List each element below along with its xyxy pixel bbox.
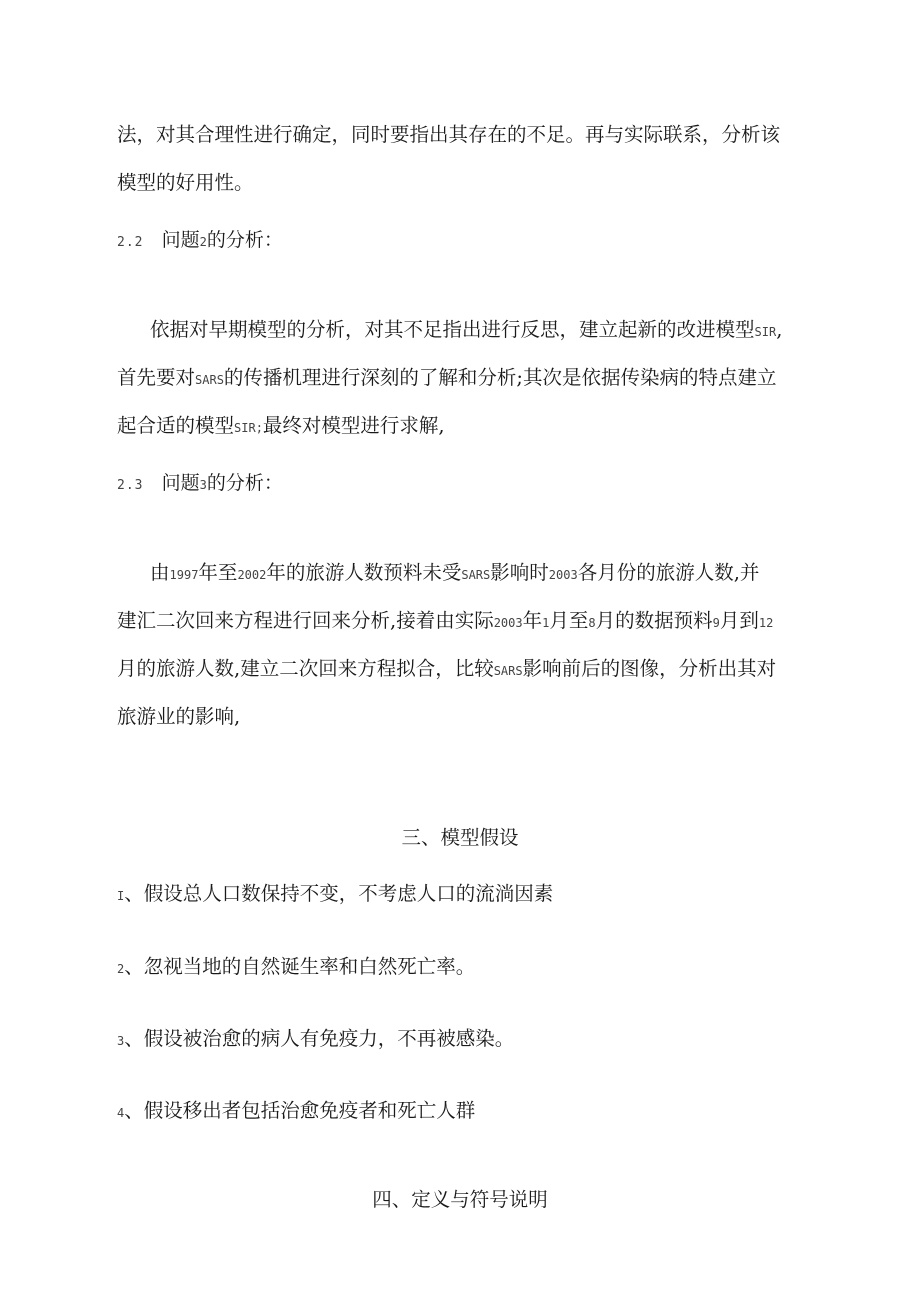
subsection-title-suffix: 的分析： [206, 229, 283, 251]
subsection-heading-2-3 [117, 474, 283, 493]
assumption-item [117, 957, 475, 977]
year: 2003 [493, 616, 523, 630]
month-number: 9 [712, 616, 720, 630]
text-run: 影响前后的图像，分析出其对 [522, 657, 777, 680]
assumption-text: 、假设移出者包括治愈免疫者和死亡人群 [124, 1099, 476, 1122]
text-run: 各月份的旅游人数,并 [577, 561, 760, 584]
month-number: 1 [542, 616, 550, 630]
section-title: 四、定义与符号说明 [372, 1188, 548, 1211]
text-run: 最终对模型进行求解, [262, 414, 445, 437]
assumption-number: I [117, 889, 125, 903]
assumption-number: 2 [117, 962, 125, 976]
text-run: 月至 [549, 609, 589, 632]
section-title: 三、模型假设 [401, 826, 519, 849]
year: 2003 [548, 568, 578, 582]
text-run: 年的旅游人数预料未受 [266, 561, 462, 584]
assumption-number: 3 [117, 1034, 125, 1048]
assumption-item [117, 1029, 514, 1049]
text-run: 的传播机理进行深刻的了解和分析;其次是依据传染病的特点建立 [223, 366, 777, 389]
subsection-title-suffix: 的分析： [206, 472, 283, 494]
text-run: 月的旅游人数,建立二次回来方程拟合，比较 [117, 657, 494, 680]
text-run: 月的数据预料 [595, 609, 713, 632]
paragraph-line: 法，对其合理性进行确定，同时要指出其存在的不足。再与实际联系，分析该 [117, 123, 781, 146]
subsection-title: 问题 [161, 472, 200, 494]
subsection-title-number: 2 [199, 235, 207, 249]
text-run: , [776, 318, 783, 341]
assumption-item [117, 884, 553, 904]
year: 1997 [169, 568, 199, 582]
paragraph-line: 旅游业的影响, [117, 705, 241, 728]
paragraph-line [150, 563, 759, 583]
disease-name: SARS [461, 568, 491, 582]
text-run: 年 [522, 609, 543, 632]
text-run: 影响时 [490, 561, 549, 584]
subsection-title-number: 3 [199, 478, 207, 492]
text-run: 由 [150, 561, 170, 584]
disease-name: SARS [493, 664, 523, 678]
month-number: 12 [758, 616, 774, 630]
model-name: SIR [754, 325, 777, 339]
text-run: 首先要对 [117, 366, 196, 389]
model-name: SIR; [234, 421, 263, 435]
paragraph-line [117, 611, 773, 631]
paragraph-line: 模型的好用性。 [117, 171, 254, 194]
paragraph-line [117, 416, 445, 436]
subsection-number: 2.2 [117, 235, 144, 250]
text-run: 依据对早期模型的分析，对其不足指出进行反思，建立起新的改进模型 [150, 318, 755, 341]
text-run: 起合适的模型 [117, 414, 235, 437]
subsection-title: 问题 [161, 229, 200, 251]
assumption-text: 、假设被治愈的病人有免疫力，不再被感染。 [124, 1027, 515, 1050]
assumption-item [117, 1101, 475, 1121]
assumption-text: 、忽视当地的自然诞生率和白然死亡率。 [124, 955, 476, 978]
assumption-text: 、假设总人口数保持不变，不考虑人口的流淌因素 [124, 882, 554, 905]
text-run: 年至 [198, 561, 238, 584]
year: 2002 [237, 568, 267, 582]
text-run: 建汇二次回来方程进行回来分析,接着由实际 [117, 609, 494, 632]
subsection-heading-2-2 [117, 231, 283, 250]
disease-name: SARS [195, 373, 224, 387]
assumption-number: 4 [117, 1106, 125, 1120]
text-run: 月到 [719, 609, 759, 632]
paragraph-line [117, 368, 777, 388]
paragraph-line [117, 659, 776, 679]
month-number: 8 [588, 616, 596, 630]
paragraph-line [150, 320, 782, 340]
subsection-number: 2.3 [117, 478, 144, 493]
